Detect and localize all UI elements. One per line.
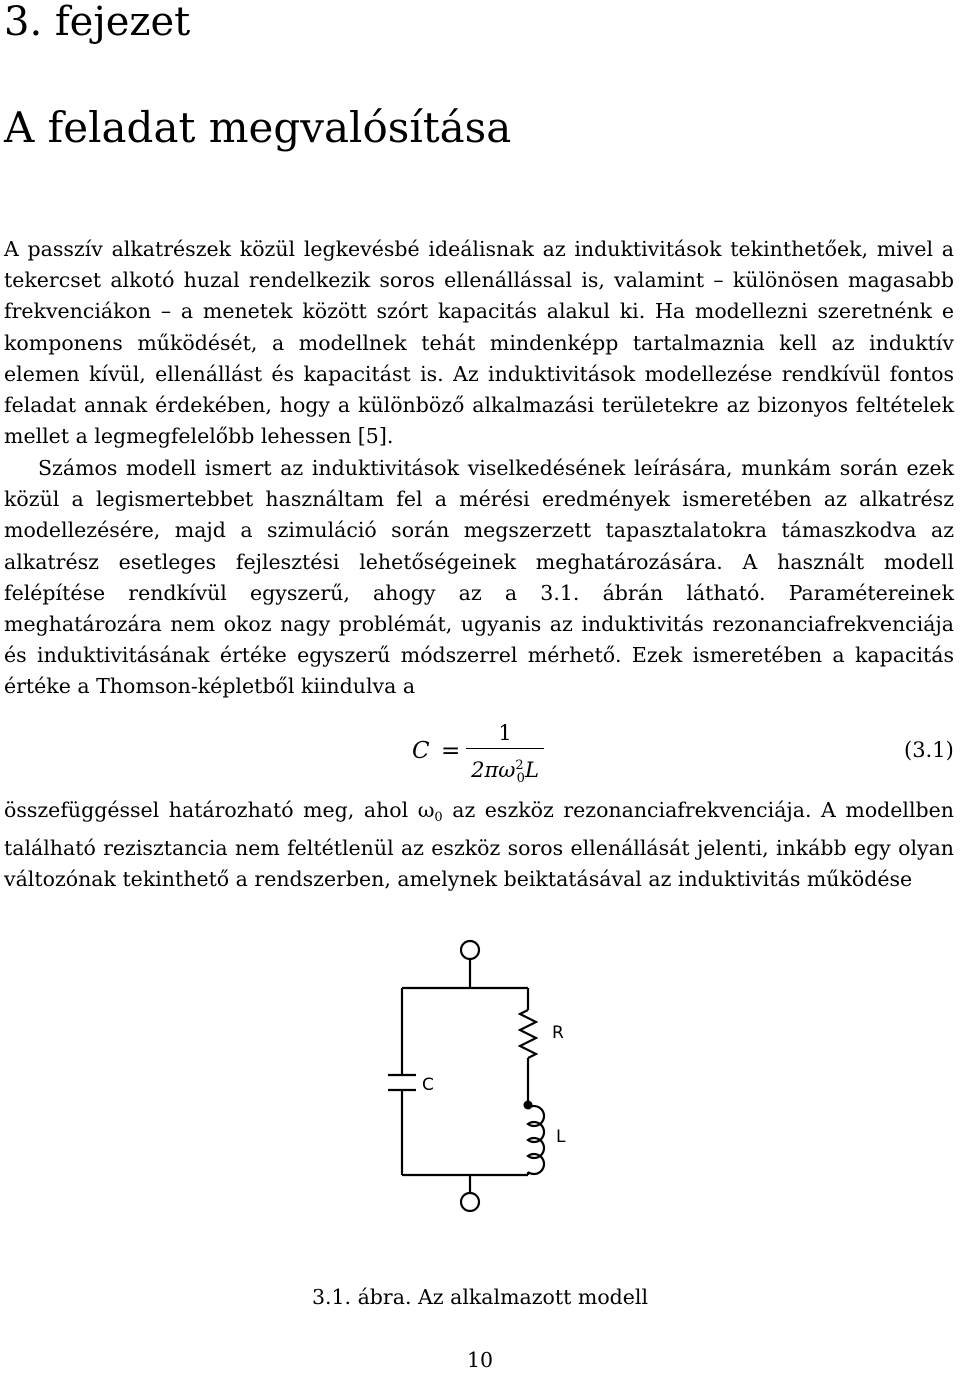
junction-dot [524, 1101, 533, 1110]
resistor-label: R [552, 1023, 564, 1043]
equation-den-prefix: 2πω [471, 758, 516, 782]
resistor-zigzag [520, 1010, 536, 1058]
paragraph-resistance-start: összefüggéssel határozható meg, ahol ω [4, 798, 435, 822]
bottom-terminal [461, 1193, 479, 1211]
equation-thomson [0, 718, 956, 788]
equation-lhs: C [412, 738, 430, 764]
equation-numerator: 1 [466, 718, 544, 749]
inductor-coil [528, 1106, 544, 1174]
paragraph-model: Számos modell ismert az induktivitások viselkedésének leírására, munkám során ezek közül a legismertebbet használtam fel a mérési eredmények ismeretében az alkatrész modellezésére, majd a szimuláció során megszerzett tapasztalatokra támaszkodva az alkatrész esetleges fejlesztési lehetőségeinek meghatározására. A használt modell felépítése rendkívül egyszerű, ahogy az a 3.1. ábrán látható. Paramétereinek meghatározára nem okoz nagy problémát, ugyanis az induktivitás rezonanciafrekvenciája és induktivitásának értéke egyszerű módszerrel mérhető. Ezek ismeretében a kapacitás értéke a Thomson-képletből kiindulva a [4, 456, 954, 699]
equation-equals: = [441, 738, 461, 764]
figure-caption: 3.1. ábra. Az alkalmazott modell [311, 1285, 649, 1309]
equation-den-sup: 2 [515, 758, 524, 773]
equation-denominator [466, 749, 544, 796]
paragraph-resistance-end: az eszköz rezonanciafrekvenciája. A modellben található rezisztancia nem feltétlenül az eszköz soros ellenállását jelenti, inkább egy olyan változónak tekinthető a rendszerben, amelynek beiktatásával az induktivitás működése [4, 798, 954, 892]
omega-subscript: 0 [434, 810, 443, 825]
equation-den-sub: 0 [516, 771, 525, 787]
equation-fraction [466, 718, 544, 796]
equation-number: (3.1) [904, 738, 954, 762]
capacitor-label: C [422, 1075, 434, 1095]
chapter-label: 3. fejezet [4, 0, 191, 45]
paragraph-intro: A passzív alkatrészek közül legkevésbé ideálisnak az induktivitások tekinthetőek, mivel a tekercset alkotó huzal rendelkezik soros ellenállással is, valamint – különösen magasabb frekvenciákon – a menetek között szórt kapacitás alakul ki. Ha modellezni szeretnénk e komponens működését, a modellnek tehát mindenképp tartalmaznia kell az induktív elemen kívül, ellenállást és kapacitást is. Az induktivitások modellezése rendkívül fontos feladat annak érdekében, hogy a különböző alkalmazási területekre az bizonyos feltételek mellet a legmegfelelőbb lehessen [5]. [4, 237, 954, 449]
circuit-diagram [370, 930, 610, 1220]
paragraph-resistance [4, 795, 954, 896]
equation-den-suffix: L [524, 758, 539, 782]
chapter-title: A feladat megvalósítása [4, 103, 512, 152]
inductor-label: L [556, 1127, 566, 1147]
page-number: 10 [466, 1348, 494, 1372]
top-terminal [461, 941, 479, 959]
